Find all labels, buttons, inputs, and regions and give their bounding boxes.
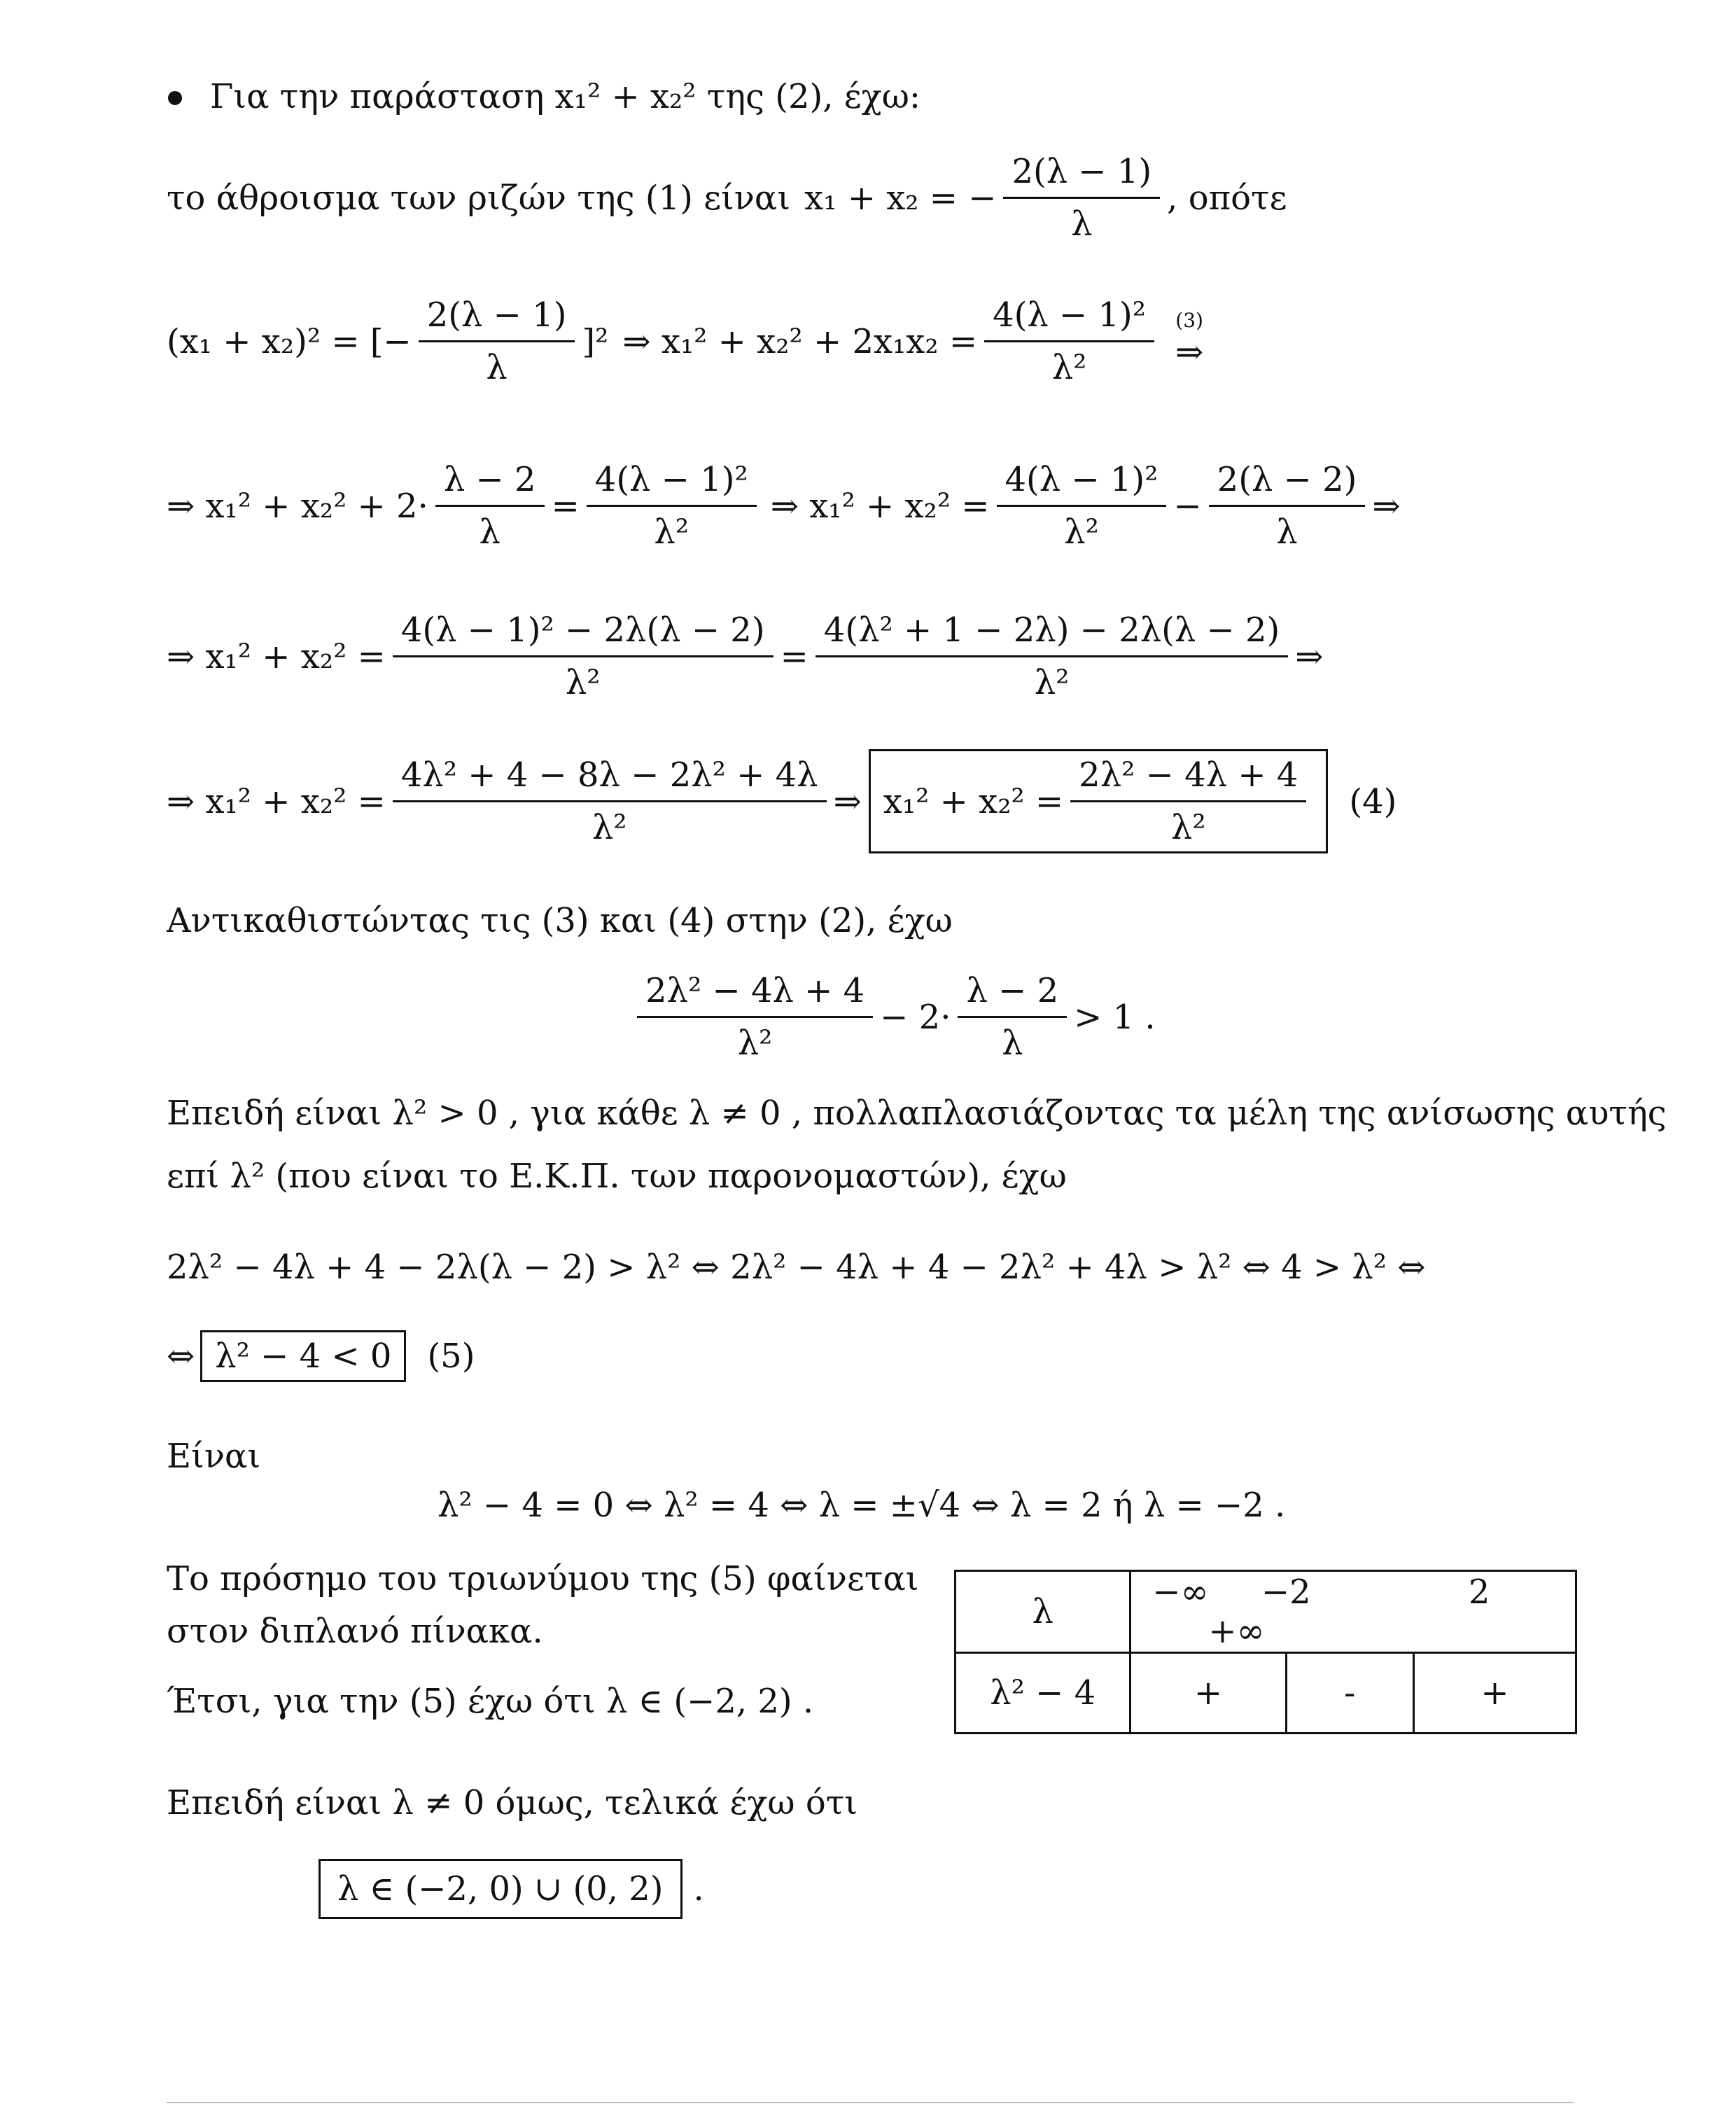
line-17-text: Επειδή είναι λ ≠ 0 όμως, τελικά έχω ότι <box>167 1783 858 1822</box>
equation-label: (5) <box>427 1337 475 1376</box>
line-6 <box>167 749 1396 853</box>
numerator: 4(λ² + 1 − 2λ) − 2λ(λ − 2) <box>816 609 1288 657</box>
line-13 <box>167 1435 260 1477</box>
sign-cell: + <box>1413 1653 1576 1734</box>
root-neg-two: −2 <box>1261 1572 1311 1612</box>
line-14 <box>438 1484 1285 1526</box>
line-2 <box>167 151 1287 245</box>
numerator: 2(λ − 2) <box>1209 459 1366 507</box>
fraction <box>637 970 873 1064</box>
line-15b-text: στον διπλανό πίνακα. <box>167 1612 543 1651</box>
denominator: λ <box>1276 512 1298 552</box>
sign-cell: + <box>1130 1653 1286 1734</box>
numerator: 2λ² − 4λ + 4 <box>1070 754 1306 802</box>
boxed-result-5: λ² − 4 < 0 <box>200 1330 406 1382</box>
pos-infinity: +∞ <box>1208 1612 1265 1651</box>
numerator: λ − 2 <box>958 970 1067 1018</box>
boxed-final-answer: λ ∈ (−2, 0) ∪ (0, 2) <box>318 1859 682 1919</box>
fraction <box>1209 459 1366 553</box>
fraction <box>419 294 575 389</box>
numerator: 2λ² − 4λ + 4 <box>637 970 873 1018</box>
boxed-result-4 <box>869 749 1329 853</box>
fraction <box>1070 754 1306 849</box>
line-3-lhs: (x₁ + x₂)² = [− <box>167 321 412 361</box>
line-1-text: Για την παράσταση <box>210 77 545 116</box>
fraction <box>435 459 545 553</box>
fraction <box>958 970 1067 1064</box>
line-13-text: Είναι <box>167 1437 261 1476</box>
line-14-text: λ² − 4 = 0 ⇔ λ² = 4 ⇔ λ = ±√4 ⇔ λ = 2 ή λ = −2 . <box>438 1486 1286 1525</box>
table-head-expr: λ² − 4 <box>955 1653 1130 1734</box>
denominator: λ <box>486 348 507 387</box>
line-1-expr: x₁² + x₂² <box>554 77 696 116</box>
line-7 <box>167 900 953 942</box>
line-12 <box>167 1330 475 1382</box>
denominator: λ² <box>1051 348 1087 387</box>
line-10 <box>167 1155 1067 1197</box>
bullet-icon <box>168 91 182 105</box>
denominator: λ <box>1002 1024 1023 1063</box>
equation-label: (4) <box>1349 781 1397 821</box>
boxed-lhs: x₁² + x₂² = <box>883 781 1064 821</box>
line-3-mid: ⇒ x₁² + x₂² + 2x₁x₂ = <box>622 321 978 361</box>
line-5-a: ⇒ x₁² + x₂² = <box>167 636 386 676</box>
equation-label: (3) <box>1175 308 1203 332</box>
iff-arrow: ⇔ <box>167 1337 195 1376</box>
line-3 <box>167 294 1203 389</box>
numerator: λ − 2 <box>435 459 545 507</box>
line-15a-text: Το πρόσημο του τριωνύμου της (5) φαίνεται <box>167 1559 919 1598</box>
line-2-tail: , οπότε <box>1167 178 1287 218</box>
numerator: 2(λ − 1) <box>419 294 575 342</box>
line-4-a: ⇒ x₁² + x₂² + 2· <box>167 486 428 526</box>
denominator: λ² <box>737 1024 773 1063</box>
line-8-tail: > 1 . <box>1074 997 1156 1037</box>
line-2-lhs: x₁ + x₂ = − <box>804 178 997 218</box>
line-10-text: επί λ² (που είναι το Ε.Κ.Π. των παρονομαστών), έχω <box>167 1157 1067 1196</box>
equals-sign: = <box>780 636 808 676</box>
line-11 <box>167 1246 1426 1288</box>
line-11-text: 2λ² − 4λ + 4 − 2λ(λ − 2) > λ² ⇔ 2λ² − 4λ + 4 − 2λ² + 4λ > λ² ⇔ 4 > λ² ⇔ <box>167 1248 1426 1287</box>
fraction <box>393 609 774 704</box>
line-4 <box>167 459 1401 553</box>
fraction <box>1003 151 1160 245</box>
line-16-text: Έτσι, για την (5) έχω ότι λ ∈ (−2, 2) . <box>167 1682 814 1721</box>
table-row <box>955 1571 1576 1653</box>
denominator: λ² <box>654 512 690 552</box>
table-head-lambda: λ <box>955 1571 1130 1653</box>
numerator: 2(λ − 1) <box>1003 151 1160 199</box>
implies-arrow: ⇒ <box>1372 486 1401 526</box>
implies-arrow: ⇒ <box>833 781 862 821</box>
numerator: 4(λ − 1)² <box>587 459 757 507</box>
bracket-close: ]² <box>582 321 609 361</box>
neg-infinity: −∞ <box>1152 1572 1209 1612</box>
line-9 <box>167 1092 1667 1134</box>
line-5 <box>167 609 1323 704</box>
denominator: λ <box>1071 204 1093 244</box>
denominator: λ² <box>1064 512 1099 552</box>
table-interval-row <box>1130 1571 1576 1653</box>
numerator: 4(λ − 1)² <box>984 294 1154 342</box>
implies-arrow: ⇒ <box>1295 636 1324 676</box>
line-18 <box>318 1859 704 1919</box>
numerator: 4(λ − 1)² − 2λ(λ − 2) <box>393 609 774 657</box>
fraction <box>984 294 1154 389</box>
fraction <box>997 459 1167 553</box>
line-2-text: το άθροισμα των ριζών της (1) είναι <box>167 178 791 218</box>
fraction <box>816 609 1288 704</box>
denominator: λ² <box>1034 663 1070 702</box>
denominator: λ <box>479 512 500 552</box>
line-8 <box>630 970 1156 1064</box>
root-two: 2 <box>1468 1572 1490 1612</box>
denominator: λ² <box>592 808 627 847</box>
footer-rule <box>167 2102 1574 2103</box>
table-row <box>955 1653 1576 1734</box>
denominator: λ² <box>1170 808 1206 847</box>
line-9-text: Επειδή είναι λ² > 0 , για κάθε λ ≠ 0 , πολλαπλασιάζοντας τα μέλη της ανίσωσης αυτής <box>167 1094 1667 1133</box>
sign-cell: - <box>1286 1653 1413 1734</box>
equals-sign: = <box>551 486 580 526</box>
fraction <box>393 754 827 849</box>
implies-arrow: ⇒ <box>1175 332 1204 372</box>
line-16 <box>167 1680 813 1722</box>
line-17 <box>167 1782 858 1824</box>
line-7-text: Αντικαθιστώντας τις (3) και (4) στην (2), έχω <box>167 901 953 940</box>
minus-sign: − <box>1173 486 1202 526</box>
line-1 <box>210 76 920 118</box>
line-6-a: ⇒ x₁² + x₂² = <box>167 781 386 821</box>
sign-table <box>954 1570 1577 1734</box>
line-1-tail: της (2), έχω: <box>706 77 921 116</box>
line-15a <box>167 1558 919 1600</box>
denominator: λ² <box>565 663 601 702</box>
line-15b <box>167 1610 543 1652</box>
numerator: 4(λ − 1)² <box>997 459 1167 507</box>
line-4-b: ⇒ x₁² + x₂² = <box>770 486 990 526</box>
fraction <box>587 459 757 553</box>
line-8-mid: − 2· <box>880 997 951 1037</box>
numerator: 4λ² + 4 − 8λ − 2λ² + 4λ <box>393 754 827 802</box>
line-18-tail: . <box>693 1869 704 1909</box>
